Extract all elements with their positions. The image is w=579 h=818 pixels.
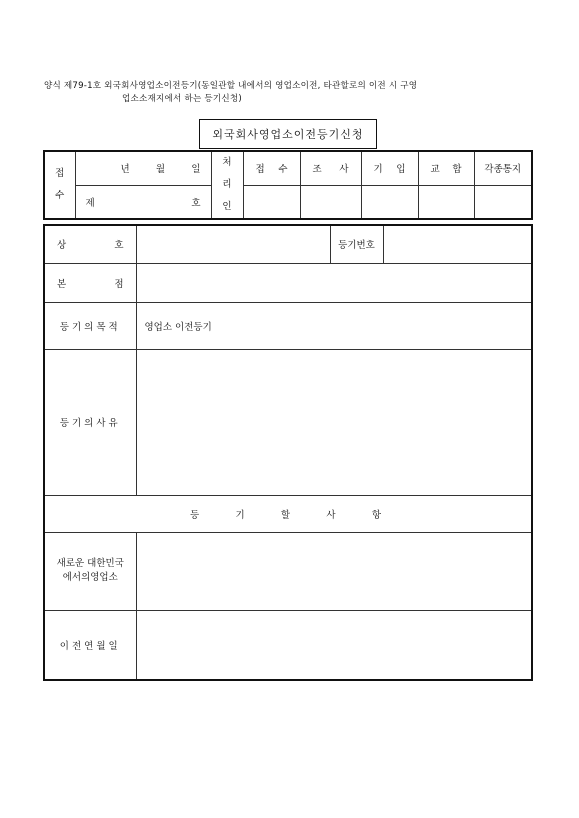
collation-stamp-cell[interactable]	[418, 185, 474, 219]
receipt-table	[43, 150, 533, 220]
form-number-note	[44, 80, 544, 106]
year-label: 년	[120, 164, 130, 176]
number-prefix: 제	[85, 197, 95, 209]
receipt-label-cell	[44, 151, 75, 219]
trade-name-label: 상 호	[44, 225, 136, 263]
entry-stamp-cell[interactable]	[361, 185, 418, 219]
trade-name-field[interactable]	[136, 225, 330, 263]
head-office-field[interactable]	[136, 263, 532, 302]
registration-items-section-title: 등 기 할 사 항	[44, 495, 532, 532]
processor-char-3: 인	[222, 201, 232, 212]
receipt-number-cell[interactable]	[75, 185, 211, 219]
header-review: 조 사	[300, 151, 361, 185]
new-korean-office-label	[44, 532, 136, 610]
application-table	[43, 224, 533, 681]
header-notices: 각종통지	[474, 151, 532, 185]
form-note-line-2: 업소소재지에서 하는 등기신청)	[122, 94, 242, 104]
form-title: 외국회사영업소이전등기신청	[199, 119, 377, 149]
header-receipt: 접 수	[243, 151, 300, 185]
processor-label-cell	[211, 151, 243, 219]
header-collation: 교 합	[418, 151, 474, 185]
registration-number-field[interactable]	[383, 225, 532, 263]
processor-char-1: 처	[222, 157, 232, 168]
new-office-label-line-1: 새로운 대한민국	[56, 558, 124, 569]
review-stamp-cell[interactable]	[300, 185, 361, 219]
form-note-line-1: 양식 제79-1호 외국회사영업소이전등기(동일관할 내에서의 영업소이전, 타관할로의 이전 시 구영	[44, 81, 418, 91]
month-label: 월	[155, 164, 166, 176]
header-entry: 기 입	[361, 151, 418, 185]
relocation-date-label: 이전연월일	[44, 610, 136, 680]
receipt-stamp-cell[interactable]	[243, 185, 300, 219]
notices-stamp-cell[interactable]	[474, 185, 532, 219]
registration-reason-field[interactable]	[136, 349, 532, 495]
day-label: 일	[191, 164, 201, 176]
processor-char-2: 리	[222, 179, 232, 190]
number-suffix: 호	[191, 197, 201, 209]
head-office-label: 본 점	[44, 263, 136, 302]
receipt-label-bottom: 수	[55, 190, 65, 201]
registration-number-label: 등기번호	[330, 225, 383, 263]
relocation-date-field[interactable]	[136, 610, 532, 680]
registration-purpose-value[interactable]: 영업소 이전등기	[136, 302, 532, 349]
registration-purpose-label: 등기의목적	[44, 302, 136, 349]
new-office-label-line-2: 에서의영업소	[62, 572, 118, 583]
new-korean-office-field[interactable]	[136, 532, 532, 610]
receipt-date-cell[interactable]	[75, 151, 211, 185]
receipt-label-top: 접	[55, 168, 65, 179]
registration-reason-label: 등기의사유	[44, 349, 136, 495]
